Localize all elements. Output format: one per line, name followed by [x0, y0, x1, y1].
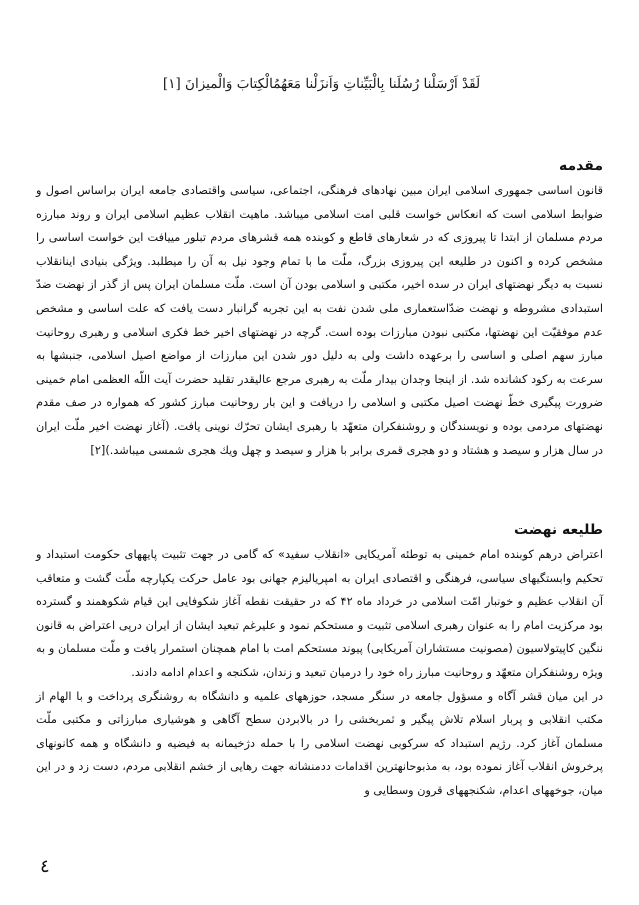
section-introduction: [36, 156, 603, 462]
section-paragraph: اعتراض درهم كوبنده امام خمینی به توطئه آمریكایی «انقلاب سفید» كه گامی در جهت تثبیت پایه‏های حكومت استبداد و تحكیم وابستگیهای سیاسی، فرهنگی و اقتصادی ایران به امپریالیزم جهانی بود عامل حركت یكپارچه ملّت گشت و متعاقب آن انقلاب عظیم و خونبار امّت اسلامی در خرداد ماه ۴۲ كه در حقیقت نقطه آغاز شكوفایی این قیام شكوهمند و گسترده بود مركزیت امام را به عنوان رهبری اسلامی تثبیت و مستحكم نمود و علی‏رغم تبعید ایشان از ایران درپی اعتراض به قانون ننگین كاپیتولاسیون (مصونیت مستشاران آمریكایی) پیوند مستحكم امت با امام همچنان استمرار یافت و ملّت مسلمان و به ویژه روشنفكران متعهّد و روحانیت مبارز راه خود را درمیان تبعید و زندان، شكنجه و اعدام ادامه دادند.: [36, 548, 603, 679]
section-heading: طلیعه نهضت: [514, 522, 603, 538]
quran-verse: لَقَدْ اَرْسَلْنا رُسُلَنا بِالْبَیِّناتِ وَاَنزَلْنا مَعَهُمُ‏الْكِتابَ وَالْمیزانَ [۱]: [162, 76, 481, 92]
section-dawn-of-movement: [36, 520, 603, 803]
section-paragraph: در این میان قشر آگاه و مسؤول جامعه در سنگر مسجد، حوزه‏های علمیه و دانشگاه به روشنگری پرداخت و با الهام از مكتب انقلابی و پربار اسلام تلاش پیگیر و ثمربخشی را در بالابردن سطح آگاهی و هوشیاری مبارزاتی و مكتبی ملّت مسلمان آغاز كرد. رژیم استبداد كه سركوبی نهضت اسلامی را با حمله دژخیمانه به فیضیه و دانشگاه و همه كانونهای پرخروش انقلاب آغاز نموده بود، به مذبوحانه‏ترین اقدامات ددمنشانه جهت رهایی از خشم انقلابی مردم، دست زد و در این میان، جوخه‏های اعدام، شكنجه‏های قرون وسطایی و: [36, 689, 603, 797]
section-paragraph: قانون اساسی جمهوری اسلامی ایران مبین نهادهای فرهنگی، اجتماعی، سیاسی واقتصادی جامعه ایران براساس اصول و ضوابط اسلامی است كه انعكاس خواست قلبی امت اسلامی می‏باشد. ماهیت انقلاب عظیم اسلامی ایران و روند مبارزه مردم مسلمان از ابتدا تا پیروزی كه در شعارهای قاطع و كوبنده همه قشرهای مردم تبلور می‏یافت این خواست اساسی را مشخص كرده و اكنون در طلیعه این پیروزی بزرگ، ملّت ما با تمام وجود نیل به آن را می‏طلبد. ویژگی بنیادی این‏انقلاب نسبت به دیگر نهضتهای ایران در سده اخیر، مكتبی و اسلامی بودن آن است. ملّت مسلمان ایران پس از گذر از نهضت ضدّ استبدادی مشروطه و نهضت ضدّاستعماری ملی شدن نفت به این تجربه گرانبار دست یافت كه علت اساسی و مشخص عدم موفقیّت این نهضتها، مكتبی نبودن مبارزات بوده است. گرچه در نهضتهای اخیر خط فكری اسلامی و رهبری روحانیت مبارز سهم اصلی و اساسی را برعهده داشت ولی به دلیل دور شدن این مبارزات از مواضع اصیل اسلامی، جنبشها به سرعت به ركود كشانده شد. از اینجا وجدان بیدار ملّت به رهبری مرجع عالیقدر تقلید حضرت آیت اللّه العظمی امام خمینی ضرورت پیگیری خطّ نهضت اصیل مكتبی و اسلامی را دریافت و این بار روحانیت مبارز كشور كه همواره در صف مقدم نهضتهای مردمی بوده و نویسندگان و روشنفكران متعهّد با رهبری ایشان تحرّك نوینی یافت. (آغاز نهضت اخیر ملّت ایران در سال هزار و سیصد و هشتاد و دو هجری قمری برابر با هزار و سیصد و چهل ویك هجری شمسی می‏باشد.)[۲]: [36, 184, 603, 457]
section-heading: مقدمه: [559, 158, 603, 174]
page-number: ٤: [40, 856, 50, 877]
